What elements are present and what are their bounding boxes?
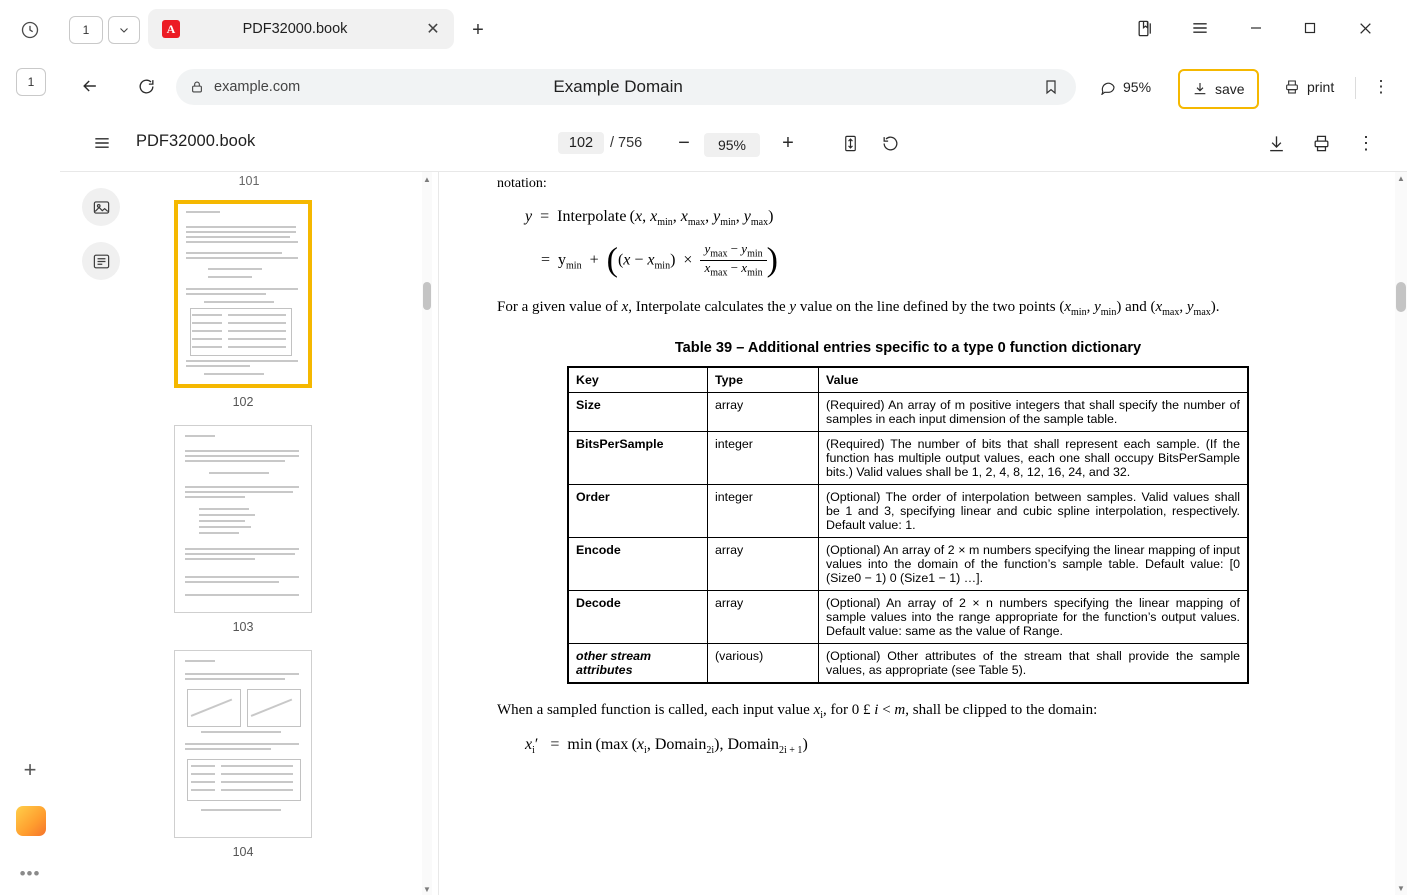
thumb-scroll-up-icon[interactable]: ▲ [423, 174, 431, 184]
table-row [568, 537, 1248, 590]
page-scroll-up-icon[interactable]: ▲ [1397, 174, 1405, 183]
tab-strip [60, 0, 1407, 57]
toolbar-divider [1355, 77, 1356, 99]
thumbnail-page[interactable] [174, 425, 312, 613]
fit-to-page-icon[interactable] [832, 125, 868, 161]
pdf-zoom-value[interactable]: 95% [704, 133, 760, 157]
pdf-content-area [60, 172, 1407, 895]
paragraph-interpolate-description: For a given value of x, Interpolate calculates the y value on the line defined by the two points ($x_{min}$, $y_{min}$) and ($x_{max}$, $y_{max}$). [497, 299, 1220, 319]
cell-type: integer [708, 484, 819, 537]
reload-icon[interactable] [128, 68, 164, 104]
navigation-bar [60, 57, 1407, 115]
equation-interpolate: y = Interpolate (x, $x_{min}$, $x_{max}$, $y_{min}$, $y_{max}$) [525, 208, 774, 229]
page-scrollbar[interactable] [1395, 172, 1407, 895]
close-glyph: ✕ [426, 21, 440, 38]
thumbnail-scrollbar[interactable] [422, 172, 432, 895]
cell-value: (Required) The number of bits that shall represent each sample. (If the function has multiple output values, each one shall occupy BitsPerSample bits.) Valid values shall be 1, 2, 4, 8, 12, 16, 24, and 32. [819, 431, 1249, 484]
add-tab-strip-button[interactable] [12, 752, 48, 788]
zoom-in-button[interactable] [770, 125, 806, 161]
tab-pdf32000[interactable] [148, 9, 454, 49]
cell-key: Decode [568, 590, 708, 643]
cell-key: Size [568, 392, 708, 431]
workspace-badge-label: 1 [27, 75, 35, 89]
cell-type: array [708, 537, 819, 590]
favicon-letter: A [166, 21, 176, 36]
plus-icon: + [782, 131, 794, 154]
minus-icon: − [678, 131, 690, 154]
table-39 [567, 366, 1249, 684]
cell-key: Encode [568, 537, 708, 590]
thumbnail-list [60, 186, 426, 875]
browser-menu-icon[interactable] [1178, 9, 1222, 47]
equation-clip-domain: $x_i' = \min (\max$ ($x_i$, Domain$_{2i}$), Domain$_{2i + 1}$) [525, 736, 808, 757]
page-scrollbar-thumb[interactable] [1396, 282, 1406, 312]
cell-value: (Optional) The order of interpolation between samples. Valid values shall be 1 and 3, specifying linear and cubic spline interpolation, respectively. Default value: 1. [819, 484, 1249, 537]
table-row [568, 392, 1248, 431]
window-close-button[interactable] [1343, 9, 1387, 47]
page-cut-text: notation: [497, 176, 547, 191]
cell-type: (various) [708, 643, 819, 683]
cell-value: (Optional) An array of 2 × m numbers specifying the linear mapping of input values into the domain of the function’s sample table. Default value: [0 (Size0 − 1) 0 (Size1 − 1) …]. [819, 537, 1249, 590]
table-caption: Table 39 – Additional entries specific to a type 0 function dictionary [674, 339, 1142, 356]
thumbnail-label: 103 [232, 620, 254, 634]
thumbnail-label: 102 [232, 395, 254, 409]
table-row [568, 590, 1248, 643]
pdf-page-view[interactable] [439, 172, 1407, 895]
table-row [568, 484, 1248, 537]
thumbnail-label: 104 [232, 845, 254, 859]
table-header-type: Type [708, 367, 819, 393]
thumbnail-item-104[interactable] [174, 650, 312, 875]
thumbnail-pane[interactable] [60, 172, 439, 895]
cell-type: integer [708, 431, 819, 484]
pdf-viewer-toolbar [60, 115, 1407, 172]
save-button[interactable] [1178, 69, 1259, 109]
table-row [568, 431, 1248, 484]
thumb-scroll-down-icon[interactable]: ▼ [423, 884, 431, 894]
print-label: print [1307, 79, 1335, 95]
pdf-more-options-icon[interactable]: ⋮ [1357, 132, 1375, 153]
address-bar[interactable] [176, 69, 1076, 105]
more-apps-icon[interactable] [12, 856, 48, 892]
print-button[interactable] [1272, 69, 1346, 105]
pdf-print-icon[interactable] [1303, 125, 1339, 161]
thumbnail-page-selected[interactable] [174, 200, 312, 388]
thumbnail-item-102[interactable] [174, 200, 312, 425]
zoom-level-label: 95% [1123, 79, 1152, 95]
tab-list-chevron-down-icon[interactable] [108, 16, 140, 44]
thumbnail-page[interactable] [174, 650, 312, 838]
new-tab-plus-icon: + [472, 18, 484, 41]
table-row [568, 643, 1248, 683]
zoom-out-button[interactable] [666, 125, 702, 161]
back-arrow-icon[interactable] [72, 68, 108, 104]
cell-key: BitsPerSample [568, 431, 708, 484]
left-vertical-strip [0, 0, 61, 895]
workspace-badge[interactable] [16, 68, 46, 96]
paragraph-sampled-function: When a sampled function is called, each input value $x_i$, for 0 £ i < m, shall be clipped to the domain: [497, 701, 1098, 721]
cell-type: array [708, 392, 819, 431]
mail-app-icon[interactable] [16, 806, 46, 836]
current-page-input[interactable]: 102 [558, 132, 604, 154]
browser-chrome [60, 0, 1407, 895]
history-clock-icon[interactable] [12, 12, 48, 48]
cell-value: (Required) An array of m positive integers that shall specify the number of samples in each input dimension of the sample table. [819, 392, 1249, 431]
total-pages-label: / 756 [610, 135, 643, 151]
pdf-save-icon[interactable] [1258, 125, 1294, 161]
table-header-key: Key [568, 367, 708, 393]
address-bar-url: example.com [214, 79, 301, 95]
printer-icon [1284, 79, 1300, 95]
table-header-value: Value [819, 367, 1249, 393]
page-title: Example Domain [553, 77, 683, 96]
table-header-row [568, 367, 1248, 393]
window-minimize-button[interactable] [1234, 9, 1278, 47]
tab-count-button[interactable] [69, 16, 103, 44]
rotate-icon[interactable] [872, 125, 908, 161]
chat-bubble-icon [1100, 79, 1116, 95]
more-vertical-glyph: ⋮ [1372, 77, 1390, 96]
cell-type: array [708, 590, 819, 643]
browser-more-options-icon[interactable] [1363, 69, 1399, 105]
bookmark-icon[interactable] [1036, 72, 1066, 102]
tab-close-icon[interactable] [420, 16, 446, 42]
thumbnail-partial-label: 101 [238, 174, 260, 188]
tab-title: PDF32000.book [242, 21, 348, 37]
page-number-field[interactable] [558, 132, 642, 154]
cell-value: (Optional) An array of 2 × n numbers specifying the linear mapping of sample values into the range appropriate for the function’s output values. Default value: same as the value of Range. [819, 590, 1249, 643]
thumbnail-scrollbar-thumb[interactable] [423, 282, 431, 310]
pdf-page-102 [439, 172, 1377, 895]
dots-label: ••• [19, 864, 41, 883]
window-maximize-button[interactable] [1288, 9, 1332, 47]
tab-count-label: 1 [82, 23, 90, 37]
collections-icon[interactable] [1123, 9, 1167, 47]
new-tab-button[interactable] [464, 16, 492, 44]
pdf-document-name: PDF32000.book [136, 132, 256, 150]
cell-key: other stream attributes [568, 643, 708, 683]
zoom-indicator[interactable] [1088, 69, 1163, 105]
equation-interpolate-expanded: = $y_{min} + ((x - x_{min})$ × $\frac{y_{max} - y_{min}}{x_{max} - x_{min}}$ ) [541, 241, 778, 279]
save-label: save [1215, 81, 1245, 97]
page-scroll-down-icon[interactable]: ▼ [1397, 884, 1405, 893]
pdf-sidebar-toggle-icon[interactable] [84, 125, 120, 161]
download-icon [1192, 81, 1208, 97]
cell-value: (Optional) Other attributes of the stream that shall provide the sample values, as appropriate (see Table 5). [819, 643, 1249, 683]
plus-icon: + [23, 757, 37, 782]
thumbnail-item-103[interactable] [174, 425, 312, 650]
cell-key: Order [568, 484, 708, 537]
